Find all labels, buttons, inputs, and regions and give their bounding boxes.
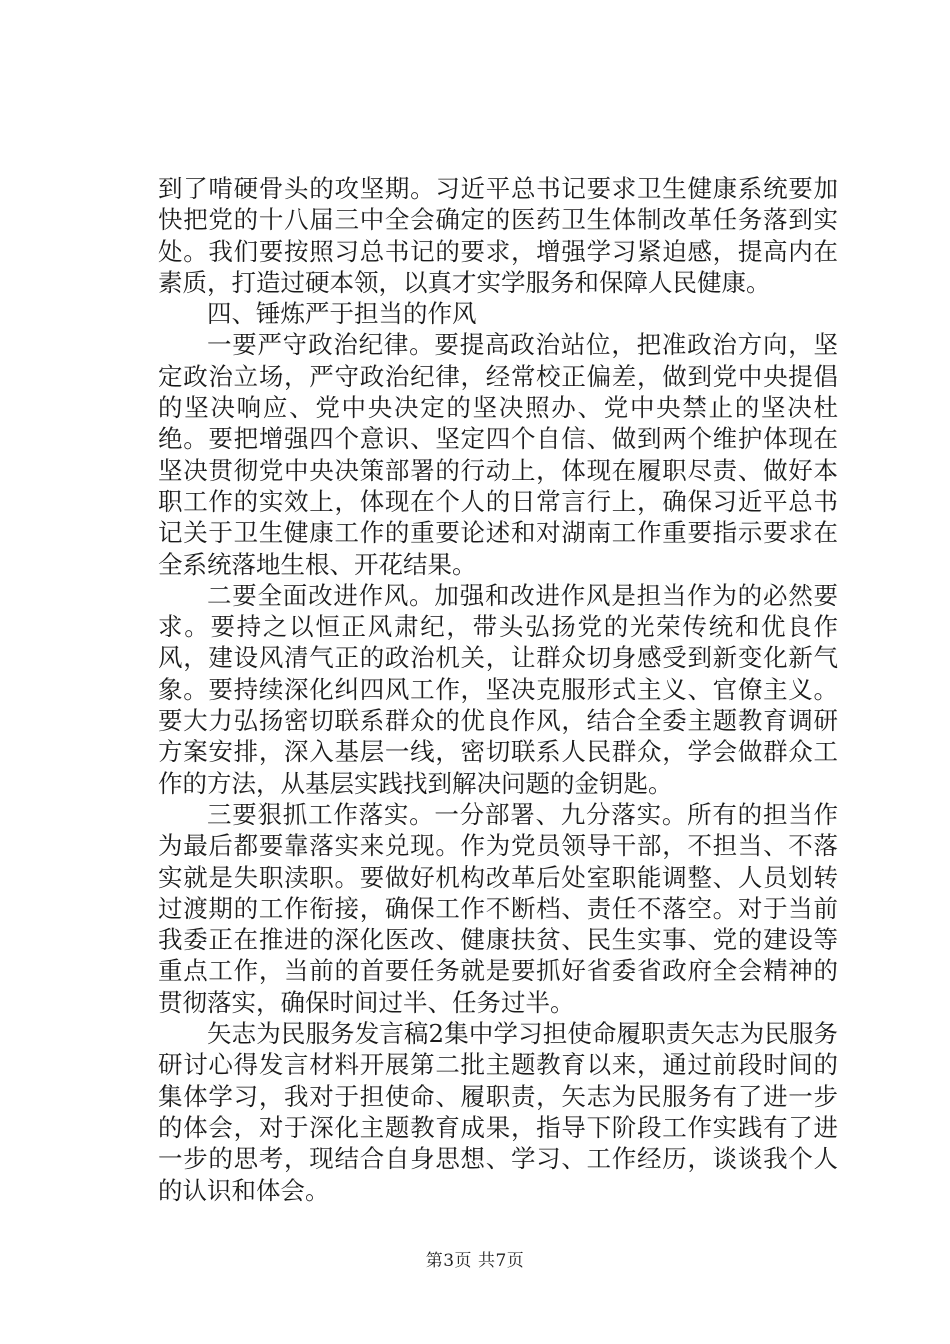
section-heading: 四、锤炼严于担当的作风 [207, 299, 477, 329]
paragraph-implementation: 三要狠抓工作落实。一分部署、九分落实。所有的担当作为最后都要靠落实来兑现。作为党员领导干部，不担当、不落实就是失职渎职。要做好机构改革后处室职能调整、人员划转过渡期的工作衔接，确保工作不断档、责任不落空。对于当前我委正在推进的深化医改、健康扶贫、民生实事、党的建设等重点工作，当前的首要任务就是要抓好省委省政府全会精神的贯彻落实，确保时间过半、任务过半。 [158, 799, 838, 1017]
document-body [158, 173, 838, 1206]
paragraph-political-discipline: 一要严守政治纪律。要提高政治站位，把准政治方向，坚定政治立场，严守政治纪律，经常校正偏差，做到党中央提倡的坚决响应、党中央决定的坚决照办、党中央禁止的坚决杜绝。要把增强四个意识、坚定四个自信、做到两个维护体现在坚决贯彻党中央决策部署的行动上，体现在履职尽责、做好本职工作的实效上，体现在个人的日常言行上，确保习近平总书记关于卫生健康工作的重要论述和对湖南工作重要指示要求在全系统落地生根、开花结果。 [158, 330, 838, 579]
paragraph-speech-intro: 矢志为民服务发言稿2集中学习担使命履职责矢志为民服务研讨心得发言材料开展第二批主题教育以来，通过前段时间的集体学习，我对于担使命、履职责，矢志为民服务有了进一步的体会，对于深化主题教育成果，指导下阶段工作实践有了进一步的思考，现结合自身思想、学习、工作经历，谈谈我个人的认识和体会。 [158, 1019, 838, 1205]
page-footer: 第3页 共7页 [425, 1251, 525, 1271]
paragraph-continuation: 到了啃硬骨头的攻坚期。习近平总书记要求卫生健康系统要加快把党的十八届三中全会确定的医药卫生体制改革任务落到实处。我们要按照习总书记的要求，增强学习紧迫感，提高内在素质，打造过硬本领，以真才实学服务和保障人民健康。 [158, 174, 838, 297]
paragraph-improve-style: 二要全面改进作风。加强和改进作风是担当作为的必然要求。要持之以恒正风肃纪，带头弘扬党的光荣传统和优良作风，建设风清气正的政治机关，让群众切身感受到新变化新气象。要持续深化纠四风工作，坚决克服形式主义、官僚主义。要大力弘扬密切联系群众的优良作风，结合全委主题教育调研方案安排，深入基层一线，密切联系人民群众，学会做群众工作的方法，从基层实践找到解决问题的金钥匙。 [158, 580, 838, 798]
